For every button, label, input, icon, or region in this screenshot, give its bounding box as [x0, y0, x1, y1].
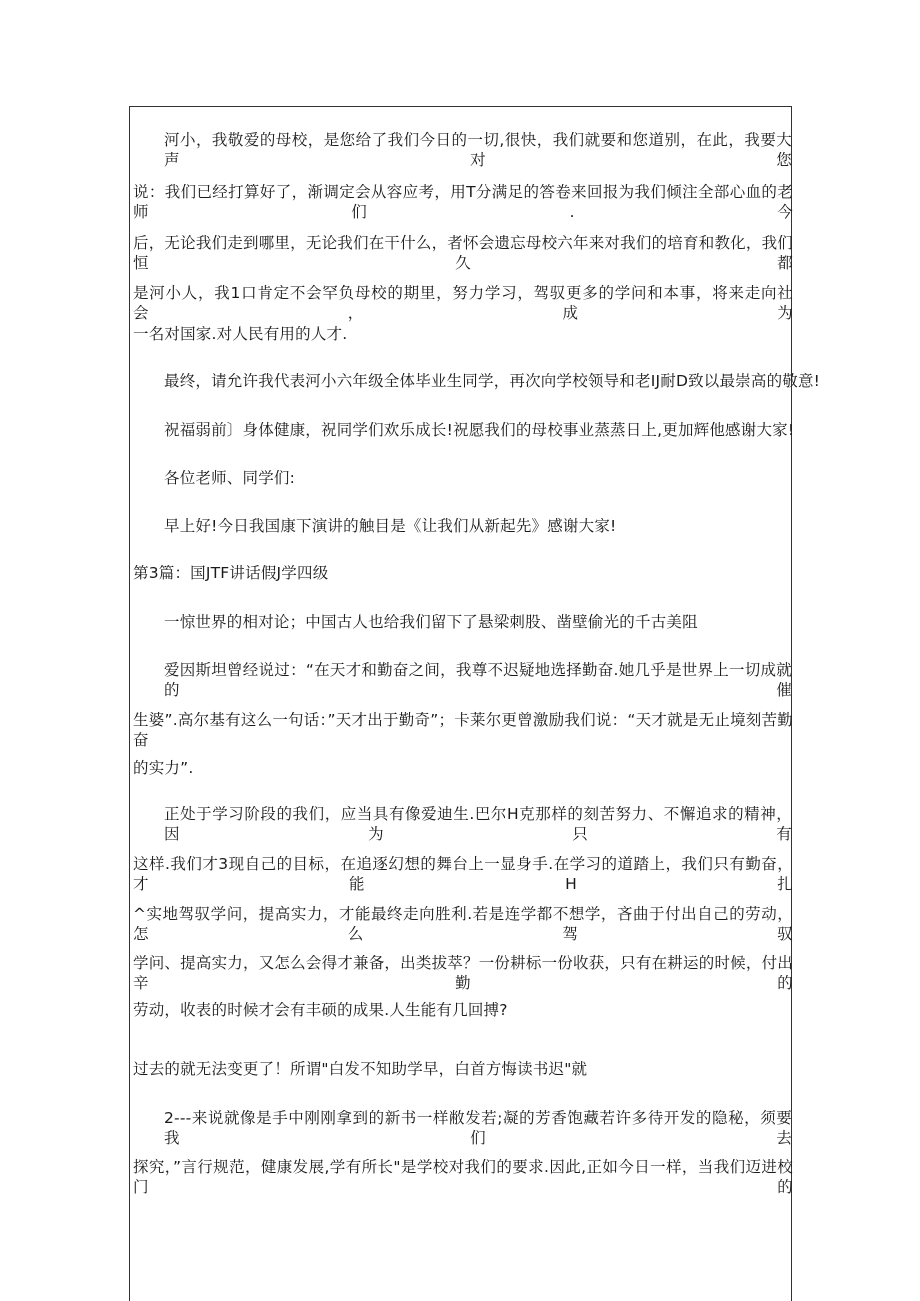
paragraph-line: 正处于学习阶段的我们，应当具有像爱迪生.巴尔H克那样的刻苦努力、不懈追求的精神，因为只有: [164, 805, 792, 843]
paragraph-line: 一惊世界的相对论；中国古人也给我们留下了悬梁刺股、凿壁偷光的千古美阻: [164, 613, 698, 631]
paragraph-line: 后，无论我们走到哪里，无论我们在干什么，者怀会遗忘母校六年来对我们的培育和教化，我们恒久都: [133, 234, 793, 272]
paragraph-line: 过去的就无法变更了！所谓"白发不知助学早，白首方悔读书迟"就: [133, 1060, 588, 1078]
paragraph-line: 探究，”言行规范，健康发展,学有所长"是学校对我们的要求.因此,正如今日一样，当我们迈进校门的: [133, 1158, 793, 1196]
paragraph-line: 早上好!今日我国康下演讲的触目是《让我们从新起先》感谢大家!: [164, 517, 617, 535]
paragraph-line: 说：我们已经打算好了，渐调定会从容应考，用T分满足的答卷来回报为我们倾注全部心血的老师们.今: [133, 183, 793, 221]
section-heading: 第3篇：国JTF讲话假J学四级: [133, 564, 329, 582]
paragraph-line: 爱因斯坦曾经说过：“在天才和勤奋之间，我尊不迟疑地选择勤奋.她几乎是世界上一切成就的催: [164, 661, 792, 699]
paragraph-line: 各位老师、同学们:: [164, 469, 296, 487]
paragraph-line: 劳动，收表的时候才会有丰硕的成果.人生能有几回搏?: [133, 1001, 508, 1019]
paragraph-line: 2---来说就像是手中刚刚拿到的新书一样敝发若;凝的芳香饱藏若许多待开发的隐秘，须要我们去: [164, 1109, 792, 1147]
paragraph-line: 最终，请允许我代表河小六年级全体毕业生同学，再次向学校领导和老IJ耐D致以最崇高的敬意!: [164, 372, 821, 390]
paragraph-line: 是河小人，我1口肯定不会罕负母校的期里，努力学习，驾驭更多的学问和本事，将来走向社会，成为: [133, 284, 793, 322]
paragraph-line: 的实力”.: [133, 759, 194, 777]
paragraph-line: ^实地驾驭学问，提高实力，才能最终走向胜利.若是连学都不想学，吝曲于付出自己的劳动，怎么驾驭: [133, 905, 793, 943]
paragraph-line: 祝福弱前〕身体健康，祝同学们欢乐成长!祝愿我们的母校事业蒸蒸日上,更加辉他感谢大家!: [164, 421, 795, 439]
paragraph-line: 这样.我们才3现自己的目标，在追逐幻想的舞台上一显身手.在学习的道踏上，我们只有勤奋，才能H扎: [133, 855, 793, 893]
paragraph-line: 生婆”.高尔基有这么一句话：”天才出于勤奇”；卡莱尔更曾激励我们说：“天才就是无止境刻苦勤奋: [133, 711, 793, 749]
paragraph-line: 一名对国家.对人民有用的人才.: [133, 325, 348, 343]
paragraph-line: 河小，我敬爱的母校，是您给了我们今日的一切,很快，我们就要和您道别，在此，我要大声对您: [164, 131, 792, 169]
paragraph-line: 学问、提高实力，又怎么会得才兼备，出类拔萃？一份耕标一份收获，只有在耕运的时候，付出辛勤的: [133, 954, 793, 992]
